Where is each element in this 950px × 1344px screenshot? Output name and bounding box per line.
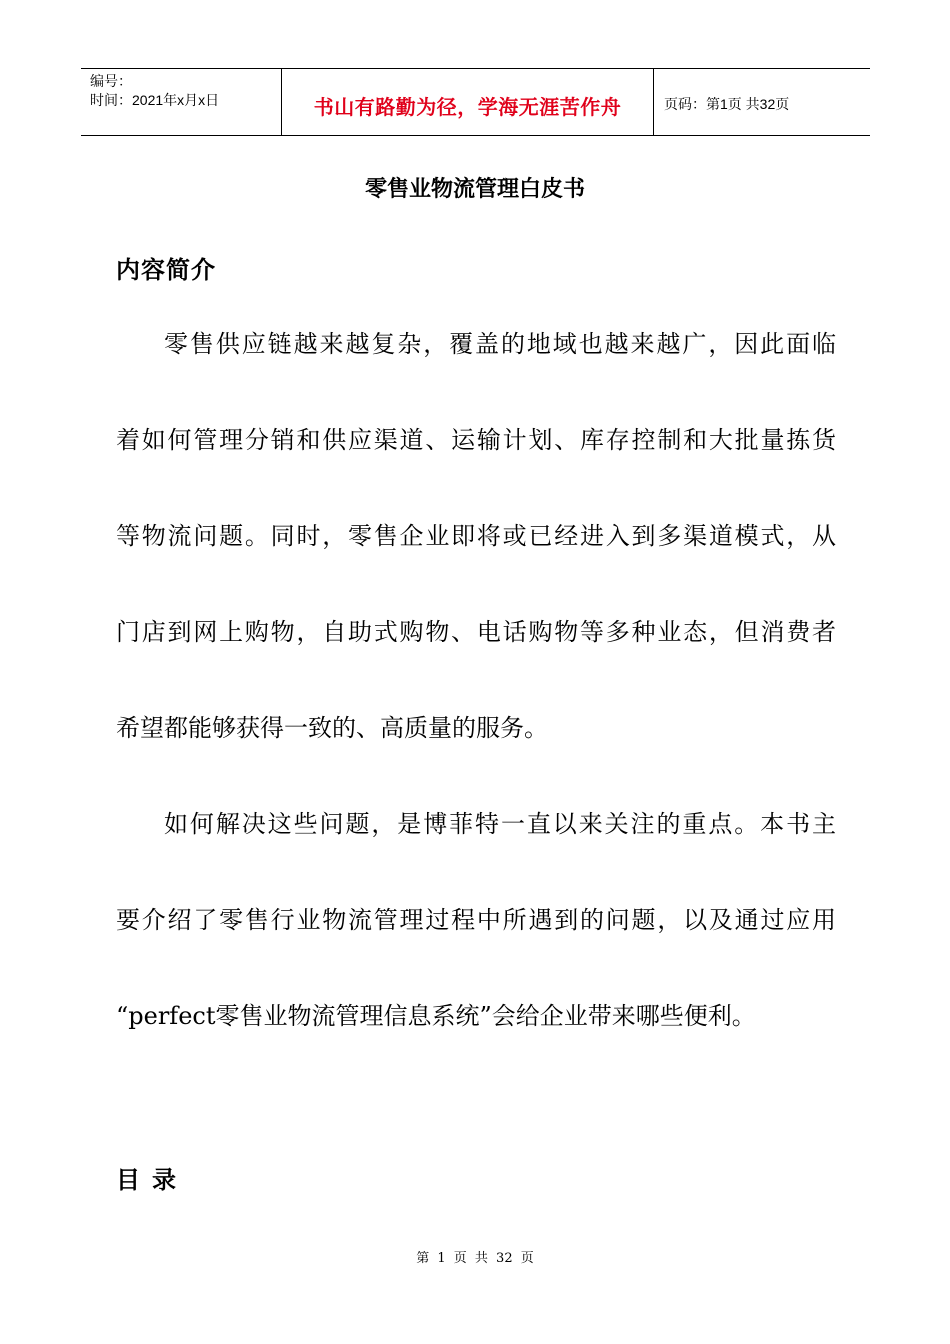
page-info: 页码：第1页 共32页 <box>664 96 790 112</box>
header-meta-cell <box>81 69 281 135</box>
paragraph-line: 着如何管理分销和供应渠道、运输计划、库存控制和大批量拣货 <box>116 426 836 454</box>
intro-heading: 内容简介 <box>116 256 216 284</box>
intro-paragraph-1 <box>116 296 836 776</box>
paragraph-line: 希望都能够获得一致的、高质量的服务。 <box>116 714 548 742</box>
intro-paragraph-2 <box>116 776 836 1064</box>
paragraph-line: 如何解决这些问题，是博菲特一直以来关注的重点。本书主 <box>164 810 836 838</box>
paragraph-line: 零售供应链越来越复杂，覆盖的地域也越来越广，因此面临 <box>164 330 836 358</box>
header-motto-cell <box>281 69 654 135</box>
paragraph-line: 要介绍了零售行业物流管理过程中所遇到的问题，以及通过应用 <box>116 906 836 934</box>
header-page-cell <box>654 69 870 135</box>
date-label: 时间：2021年x月x日 <box>90 92 220 108</box>
header-table <box>81 68 870 136</box>
toc-heading: 目录 <box>116 1166 188 1194</box>
document-title: 零售业物流管理白皮书 <box>364 177 585 202</box>
paragraph-line: “perfect零售业物流管理信息系统”会给企业带来哪些便利。 <box>116 1002 756 1030</box>
page-footer: 第 1 页 共 32 页 <box>416 1251 534 1266</box>
paragraph-line: 等物流问题。同时，零售企业即将或已经进入到多渠道模式，从 <box>116 522 836 550</box>
number-label: 编号： <box>90 73 132 89</box>
motto-text: 书山有路勤为径，学海无涯苦作舟 <box>313 95 622 119</box>
paragraph-line: 门店到网上购物，自助式购物、电话购物等多种业态，但消费者 <box>116 618 836 646</box>
